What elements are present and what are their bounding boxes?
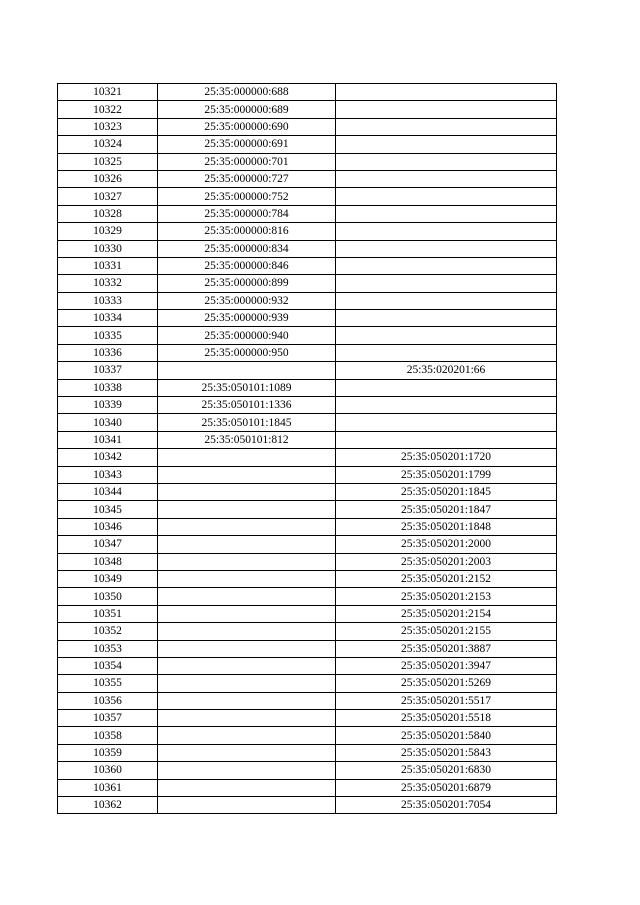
cadastral-number-cell: 25:35:000000:932 (158, 292, 336, 309)
cadastral-number-cell (158, 501, 336, 518)
row-number-cell: 10343 (58, 466, 158, 483)
cadastral-number-cell-alt: 25:35:050201:2152 (336, 570, 557, 587)
cadastral-number-cell (158, 744, 336, 761)
cadastral-number-cell (158, 605, 336, 622)
row-number-cell: 10353 (58, 640, 158, 657)
table-row (58, 205, 557, 222)
cadastral-number-cell (158, 466, 336, 483)
table-body (58, 84, 557, 814)
table-row (58, 779, 557, 796)
table-row (58, 275, 557, 292)
cadastral-number-cell-alt (336, 101, 557, 118)
row-number-cell: 10330 (58, 240, 158, 257)
cadastral-number-cell-alt: 25:35:050201:2154 (336, 605, 557, 622)
row-number-cell: 10334 (58, 310, 158, 327)
table-row (58, 657, 557, 674)
table-row (58, 240, 557, 257)
cadastral-number-cell (158, 588, 336, 605)
row-number-cell: 10333 (58, 292, 158, 309)
cadastral-number-cell-alt: 25:35:050201:5840 (336, 727, 557, 744)
table-row (58, 136, 557, 153)
row-number-cell: 10326 (58, 170, 158, 187)
cadastral-number-cell-alt (336, 292, 557, 309)
table-row (58, 431, 557, 448)
table-row (58, 223, 557, 240)
row-number-cell: 10344 (58, 483, 158, 500)
cadastral-number-cell (158, 362, 336, 379)
row-number-cell: 10350 (58, 588, 158, 605)
cadastral-number-cell-alt: 25:35:050201:2153 (336, 588, 557, 605)
row-number-cell: 10355 (58, 675, 158, 692)
cadastral-number-cell-alt: 25:35:050201:3887 (336, 640, 557, 657)
cadastral-number-cell: 25:35:000000:899 (158, 275, 336, 292)
cadastral-number-cell-alt: 25:35:050201:1720 (336, 449, 557, 466)
cadastral-number-cell-alt: 25:35:050201:5517 (336, 692, 557, 709)
row-number-cell: 10332 (58, 275, 158, 292)
table-row (58, 327, 557, 344)
cadastral-number-cell-alt (336, 205, 557, 222)
row-number-cell: 10341 (58, 431, 158, 448)
cadastral-number-cell-alt: 25:35:050201:5843 (336, 744, 557, 761)
cadastral-number-cell: 25:35:000000:940 (158, 327, 336, 344)
table-row (58, 449, 557, 466)
cadastral-number-cell-alt (336, 118, 557, 135)
table-row (58, 570, 557, 587)
table-row (58, 397, 557, 414)
table-row (58, 153, 557, 170)
cadastral-number-cell-alt: 25:35:050201:2003 (336, 553, 557, 570)
cadastral-number-cell: 25:35:000000:834 (158, 240, 336, 257)
row-number-cell: 10340 (58, 414, 158, 431)
cadastral-number-cell (158, 692, 336, 709)
row-number-cell: 10331 (58, 257, 158, 274)
cadastral-number-cell: 25:35:000000:846 (158, 257, 336, 274)
row-number-cell: 10336 (58, 344, 158, 361)
table-row (58, 379, 557, 396)
row-number-cell: 10328 (58, 205, 158, 222)
row-number-cell: 10324 (58, 136, 158, 153)
table-row (58, 501, 557, 518)
cadastral-number-cell: 25:35:050101:812 (158, 431, 336, 448)
cadastral-number-cell (158, 727, 336, 744)
cadastral-number-cell-alt: 25:35:050201:5269 (336, 675, 557, 692)
cadastral-number-cell-alt (336, 397, 557, 414)
cadastral-number-cell: 25:35:000000:784 (158, 205, 336, 222)
cadastral-number-cell: 25:35:000000:727 (158, 170, 336, 187)
row-number-cell: 10327 (58, 188, 158, 205)
table-row (58, 640, 557, 657)
cadastral-number-cell-alt (336, 344, 557, 361)
cadastral-number-cell: 25:35:000000:688 (158, 84, 336, 101)
cadastral-number-cell-alt: 25:35:050201:6830 (336, 762, 557, 779)
table-row (58, 101, 557, 118)
cadastral-number-cell-alt (336, 84, 557, 101)
cadastral-number-cell-alt (336, 136, 557, 153)
cadastral-number-cell-alt (336, 414, 557, 431)
table-row (58, 675, 557, 692)
row-number-cell: 10362 (58, 797, 158, 814)
cadastral-number-cell-alt: 25:35:050201:1847 (336, 501, 557, 518)
cadastral-number-cell: 25:35:000000:816 (158, 223, 336, 240)
cadastral-number-cell (158, 640, 336, 657)
row-number-cell: 10323 (58, 118, 158, 135)
row-number-cell: 10337 (58, 362, 158, 379)
cadastral-number-cell-alt (336, 327, 557, 344)
cadastral-number-cell-alt (336, 223, 557, 240)
cadastral-number-cell: 25:35:000000:701 (158, 153, 336, 170)
table-row (58, 414, 557, 431)
table-row (58, 118, 557, 135)
table-row (58, 310, 557, 327)
cadastral-number-cell-alt (336, 379, 557, 396)
row-number-cell: 10356 (58, 692, 158, 709)
cadastral-number-cell-alt (336, 153, 557, 170)
cadastral-number-cell-alt (336, 257, 557, 274)
cadastral-number-cell-alt: 25:35:050201:1848 (336, 518, 557, 535)
cadastral-number-cell (158, 518, 336, 535)
cadastral-number-cell: 25:35:050101:1336 (158, 397, 336, 414)
row-number-cell: 10361 (58, 779, 158, 796)
cadastral-number-cell-alt (336, 275, 557, 292)
cadastral-number-cell: 25:35:050101:1845 (158, 414, 336, 431)
table-row (58, 84, 557, 101)
cadastral-number-cell (158, 675, 336, 692)
table-row (58, 292, 557, 309)
row-number-cell: 10346 (58, 518, 158, 535)
cadastral-number-cell: 25:35:050101:1089 (158, 379, 336, 396)
cadastral-number-cell (158, 797, 336, 814)
cadastral-number-cell-alt: 25:35:050201:1799 (336, 466, 557, 483)
table-row (58, 623, 557, 640)
cadastral-number-cell: 25:35:000000:690 (158, 118, 336, 135)
cadastral-number-cell: 25:35:000000:691 (158, 136, 336, 153)
table-row (58, 762, 557, 779)
cadastral-number-cell: 25:35:000000:752 (158, 188, 336, 205)
cadastral-number-cell: 25:35:000000:939 (158, 310, 336, 327)
table-row (58, 518, 557, 535)
table-row (58, 188, 557, 205)
row-number-cell: 10335 (58, 327, 158, 344)
cadastral-number-cell: 25:35:000000:689 (158, 101, 336, 118)
row-number-cell: 10347 (58, 536, 158, 553)
row-number-cell: 10351 (58, 605, 158, 622)
row-number-cell: 10357 (58, 710, 158, 727)
cadastral-number-cell (158, 483, 336, 500)
cadastral-number-cell-alt: 25:35:050201:6879 (336, 779, 557, 796)
cadastral-number-cell-alt: 25:35:020201:66 (336, 362, 557, 379)
cadastral-number-table (57, 83, 557, 814)
cadastral-number-cell-alt (336, 170, 557, 187)
cadastral-number-cell (158, 570, 336, 587)
row-number-cell: 10348 (58, 553, 158, 570)
cadastral-number-cell-alt (336, 240, 557, 257)
row-number-cell: 10354 (58, 657, 158, 674)
table-row (58, 362, 557, 379)
table-row (58, 170, 557, 187)
table-row (58, 744, 557, 761)
row-number-cell: 10359 (58, 744, 158, 761)
cadastral-number-cell-alt (336, 431, 557, 448)
cadastral-number-cell-alt: 25:35:050201:2000 (336, 536, 557, 553)
row-number-cell: 10322 (58, 101, 158, 118)
cadastral-number-cell (158, 553, 336, 570)
cadastral-number-cell: 25:35:000000:950 (158, 344, 336, 361)
table-row (58, 344, 557, 361)
row-number-cell: 10352 (58, 623, 158, 640)
table-row (58, 692, 557, 709)
row-number-cell: 10342 (58, 449, 158, 466)
cadastral-number-cell (158, 779, 336, 796)
table-row (58, 483, 557, 500)
cadastral-number-cell (158, 762, 336, 779)
cadastral-number-cell (158, 449, 336, 466)
cadastral-number-cell (158, 710, 336, 727)
cadastral-number-cell-alt (336, 310, 557, 327)
row-number-cell: 10358 (58, 727, 158, 744)
cadastral-number-cell-alt: 25:35:050201:1845 (336, 483, 557, 500)
row-number-cell: 10349 (58, 570, 158, 587)
table-row (58, 797, 557, 814)
row-number-cell: 10345 (58, 501, 158, 518)
row-number-cell: 10321 (58, 84, 158, 101)
table-row (58, 466, 557, 483)
cadastral-number-cell (158, 536, 336, 553)
row-number-cell: 10338 (58, 379, 158, 396)
table-row (58, 257, 557, 274)
table-row (58, 727, 557, 744)
row-number-cell: 10325 (58, 153, 158, 170)
cadastral-number-cell (158, 623, 336, 640)
table-row (58, 605, 557, 622)
row-number-cell: 10360 (58, 762, 158, 779)
row-number-cell: 10329 (58, 223, 158, 240)
table-row (58, 553, 557, 570)
cadastral-number-cell-alt: 25:35:050201:5518 (336, 710, 557, 727)
cadastral-number-cell-alt: 25:35:050201:2155 (336, 623, 557, 640)
cadastral-number-cell-alt: 25:35:050201:7054 (336, 797, 557, 814)
cadastral-number-cell-alt (336, 188, 557, 205)
table-row (58, 588, 557, 605)
cadastral-number-cell-alt: 25:35:050201:3947 (336, 657, 557, 674)
row-number-cell: 10339 (58, 397, 158, 414)
cadastral-number-cell (158, 657, 336, 674)
table-row (58, 536, 557, 553)
table-row (58, 710, 557, 727)
